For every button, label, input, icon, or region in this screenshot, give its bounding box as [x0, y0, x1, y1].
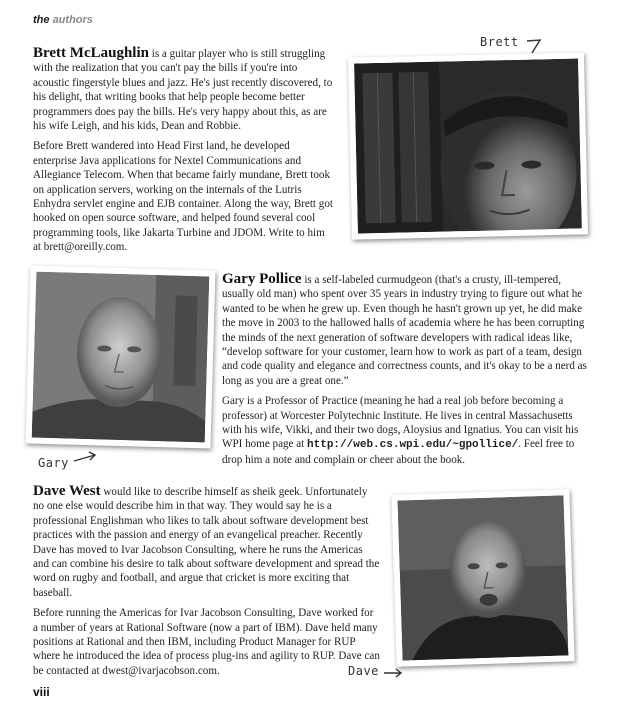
gary-bio [222, 272, 594, 473]
header-title: authors [52, 14, 93, 26]
running-header [33, 14, 93, 26]
dave-portrait-image [398, 495, 569, 660]
page-number: viii [33, 685, 50, 699]
dave-photo-label [348, 664, 379, 678]
gary-paragraph-2 [222, 394, 594, 467]
gary-name: Gary Pollice [222, 271, 302, 287]
brett-photo [348, 52, 588, 239]
dave-paragraph-1 [33, 484, 381, 600]
brett-label-text: Brett [480, 35, 519, 49]
gary-photo-label [38, 456, 69, 470]
brett-paragraph-1 [33, 46, 335, 133]
brett-photo-label [480, 35, 519, 49]
brett-name: Brett McLaughlin [33, 45, 149, 61]
dave-bio [33, 484, 381, 684]
dave-name: Dave West [33, 483, 101, 499]
arrow-down-right-icon [524, 37, 546, 55]
dave-photo [391, 489, 574, 667]
brett-bio [33, 46, 335, 261]
gary-p2-start: Gary is a Professor of Practice (meaning he had a real job before becoming a professor) at Worcester Polytechnic Institute. He lives in central Massachusetts with his wife, Vikki, and their two dogs, Aloysius and Ignatius. You can visit his WPI home page at [222, 395, 579, 451]
brett-paragraph-2: Before Brett wandered into Head First land, he developed enterprise Java applications for Nextel Communications and Allegiance Telecom. When that became fairly mundane, Brett took on application servers, working on the internals of the Lutris Enhydra servlet engine and EJB container. Along the way, Brett got hooked on open source software, and helped found several cool programming tools, like Jakarta Turbine and JDOM. Write to him at brett@oreilly.com. [33, 140, 333, 254]
header-prefix: the [33, 14, 50, 26]
dave-intro: would like to describe himself as sheik geek. Unfortunately no one else would describe him in that way. They would say he is a professional Englishman who likes to talk about software development best practices with the passion and energy of an evangelical preacher. Recently Dave has moved to Ivar Jacobson Consulting, where he runs the Americas and can combine his desire to talk about software development and spread the word on rugby and football, and argue that cricket is more exciting that baseball. [33, 486, 380, 599]
gary-paragraph-1 [222, 272, 594, 388]
arrow-right-icon [382, 667, 404, 679]
brett-portrait-image [354, 58, 582, 233]
gary-p2-end: . Feel free to drop him a note and complain or cheer about the book. [222, 438, 575, 466]
gary-photo [26, 265, 216, 448]
dave-label-text: Dave [348, 664, 379, 678]
gary-label-text: Gary [38, 456, 69, 470]
gary-homepage-link[interactable]: http://web.cs.wpi.edu/~gpollice/ [307, 439, 519, 452]
gary-intro: is a self-labeled curmudgeon (that's a crusty, ill-tempered, usually old man) who spent over 35 years in industry trying to figure out what he wanted to be when he grew up. Even though he hasn't grown up yet, he did make the move in 2003 to the hallowed halls of academia where he has been corrupting the minds of the next generation of software developers with radical ideas like, “develop software for your customer, learn how to work as part of a team, design and code quality and elegance and correctness counts, and it's okay to be a nerd as long as you are a great one.” [222, 274, 587, 387]
gary-portrait-image [32, 272, 210, 443]
brett-intro: is a guitar player who is still struggling with the realization that you can't pay the bills if you're into acoustic fingerstyle blues and jazz. He's just recently discovered, to his delight, that writing books that help people become better programmers does pay the bills. He's very happy about this, as are his wife Leigh, and his kids, Dean and Robbie. [33, 48, 333, 133]
dave-paragraph-2: Before running the Americas for Ivar Jacobson Consulting, Dave worked for a number of years at Rational Software (now a part of IBM). Dave held many positions at Rational and then IBM, including Product Manager for RUP where he introduced the idea of process plug-ins and agility to RUP. Dave can be contacted at dwest@ivarjacobson.com. [33, 607, 380, 677]
arrow-right-icon [72, 450, 98, 464]
